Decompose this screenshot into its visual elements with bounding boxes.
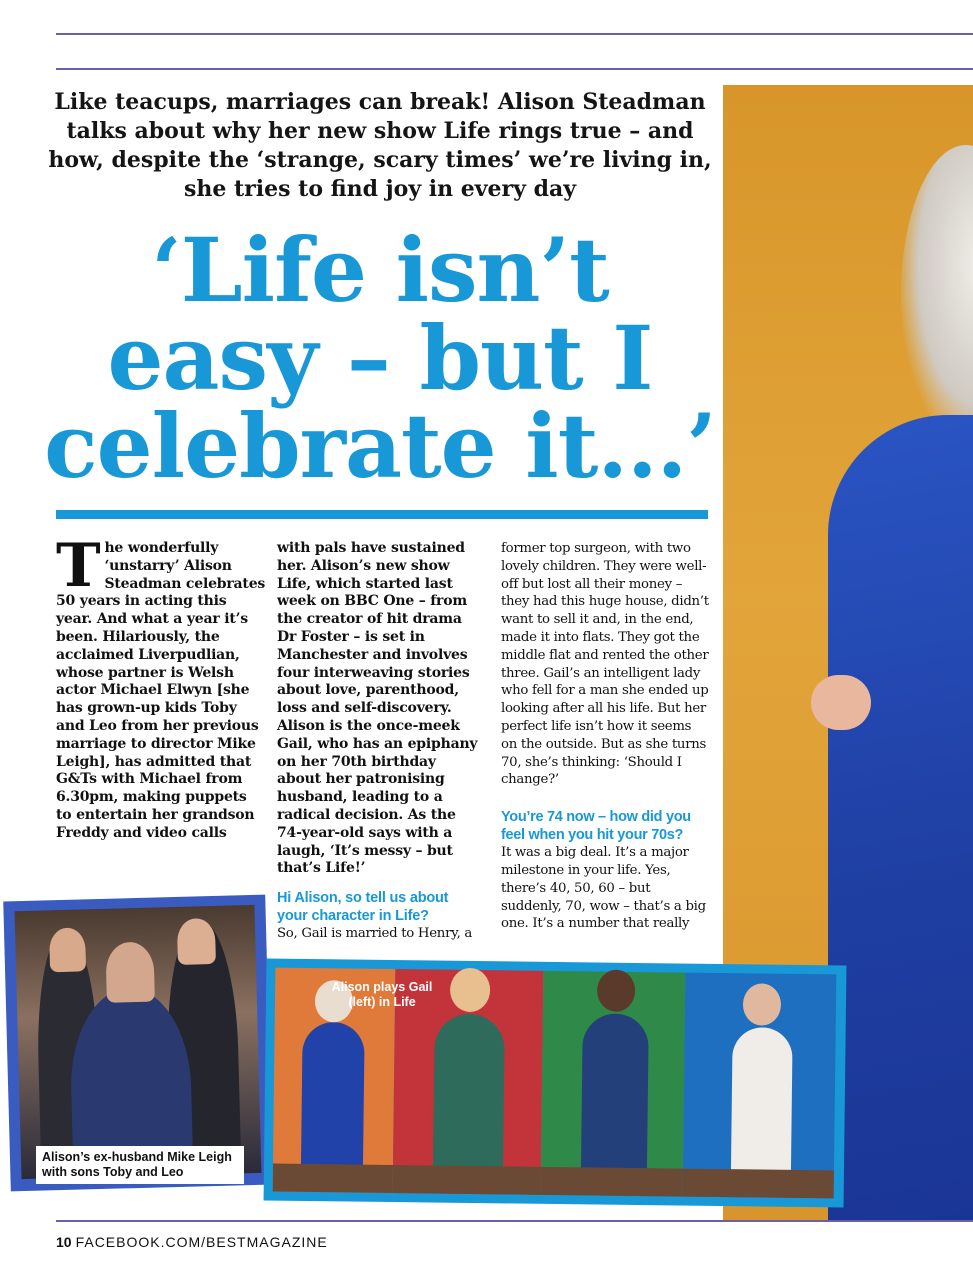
column-1-text: he wonderfully ‘unstarry’ Alison Steadman celebrates 50 years in acting this year. And what a year it’s been. Hilariously, the acclaimed Liverpudlian, whose partner is Welsh actor Michael Elwyn [she has grown-up kids Toby and Leo from her previous marriage to director Mike Leigh], has admitted that G&Ts with Michael from 6.30pm, making puppets to entertain her grandson Freddy and video calls — [56, 540, 266, 841]
question-1: Hi Alison, so tell us about your character in Life? — [277, 890, 449, 924]
column-2 — [277, 540, 482, 943]
column-3-text: former top surgeon, with two lovely children. They were well-off but lost all their money – they had this huge house, didn’t want to sell it and, in the end, made it into flats. They got the middle flat and rented the other three. Gail’s an intelligent lady who fell for a man she ended up looking after all his life. But her perfect life isn’t how it seems on the outside. But as she turns 70, she’s thinking: ‘Should I change?’ — [501, 541, 709, 788]
bottom-rule — [56, 1220, 973, 1222]
answer-1: So, Gail is married to Henry, a — [277, 926, 473, 942]
headline-underline — [56, 510, 708, 519]
column-3 — [501, 540, 711, 933]
top-rule — [56, 33, 973, 35]
column-2-text: with pals have sustained her. Alison’s new show Life, which started last week on BBC One – from the creator of hit drama Dr Foster – is set in Manchester and involves four interweaving stories about love, parenthood, loss and self-discovery. Alison is the once-meek Gail, who has an epiphany on her 70th birthday about her patronising husband, leading to a radical decision. As the 74-year-old says with a laugh, ‘It’s messy – but that’s Life!’ — [277, 540, 478, 877]
drop-cap: T — [56, 531, 101, 601]
footer-url[interactable]: FACEBOOK.COM/BESTMAGAZINE — [75, 1234, 328, 1250]
caption-cast: Alison plays Gail (left) in Life — [331, 980, 433, 1009]
standfirst: Like teacups, marriages can break! Alison Steadman talks about why her new show Life rings true – and how, despite the ‘strange, scary times’ we’re living in, she tries to find joy in every day — [48, 89, 712, 202]
answer-2: It was a big deal. It’s a major milestone in your life. Yes, there’s 40, 50, 60 – but suddenly, 70, wow – that’s a big one. It’s a number that really — [501, 845, 706, 932]
portrait-dress — [828, 415, 973, 1220]
page-number: 10 — [56, 1234, 72, 1250]
column-1 — [56, 531, 266, 843]
second-rule — [56, 68, 973, 70]
caption-family: Alison’s ex-husband Mike Leigh with sons Toby and Leo — [36, 1146, 244, 1184]
portrait-hair — [901, 145, 973, 445]
portrait-hand — [811, 675, 871, 730]
footer — [56, 1234, 328, 1250]
question-2: You’re 74 now – how did you feel when you hit your 70s? — [501, 809, 691, 843]
headline: ‘Life isn’t easy – but I celebrate it...’ — [44, 218, 716, 498]
family-photo — [15, 905, 262, 1179]
